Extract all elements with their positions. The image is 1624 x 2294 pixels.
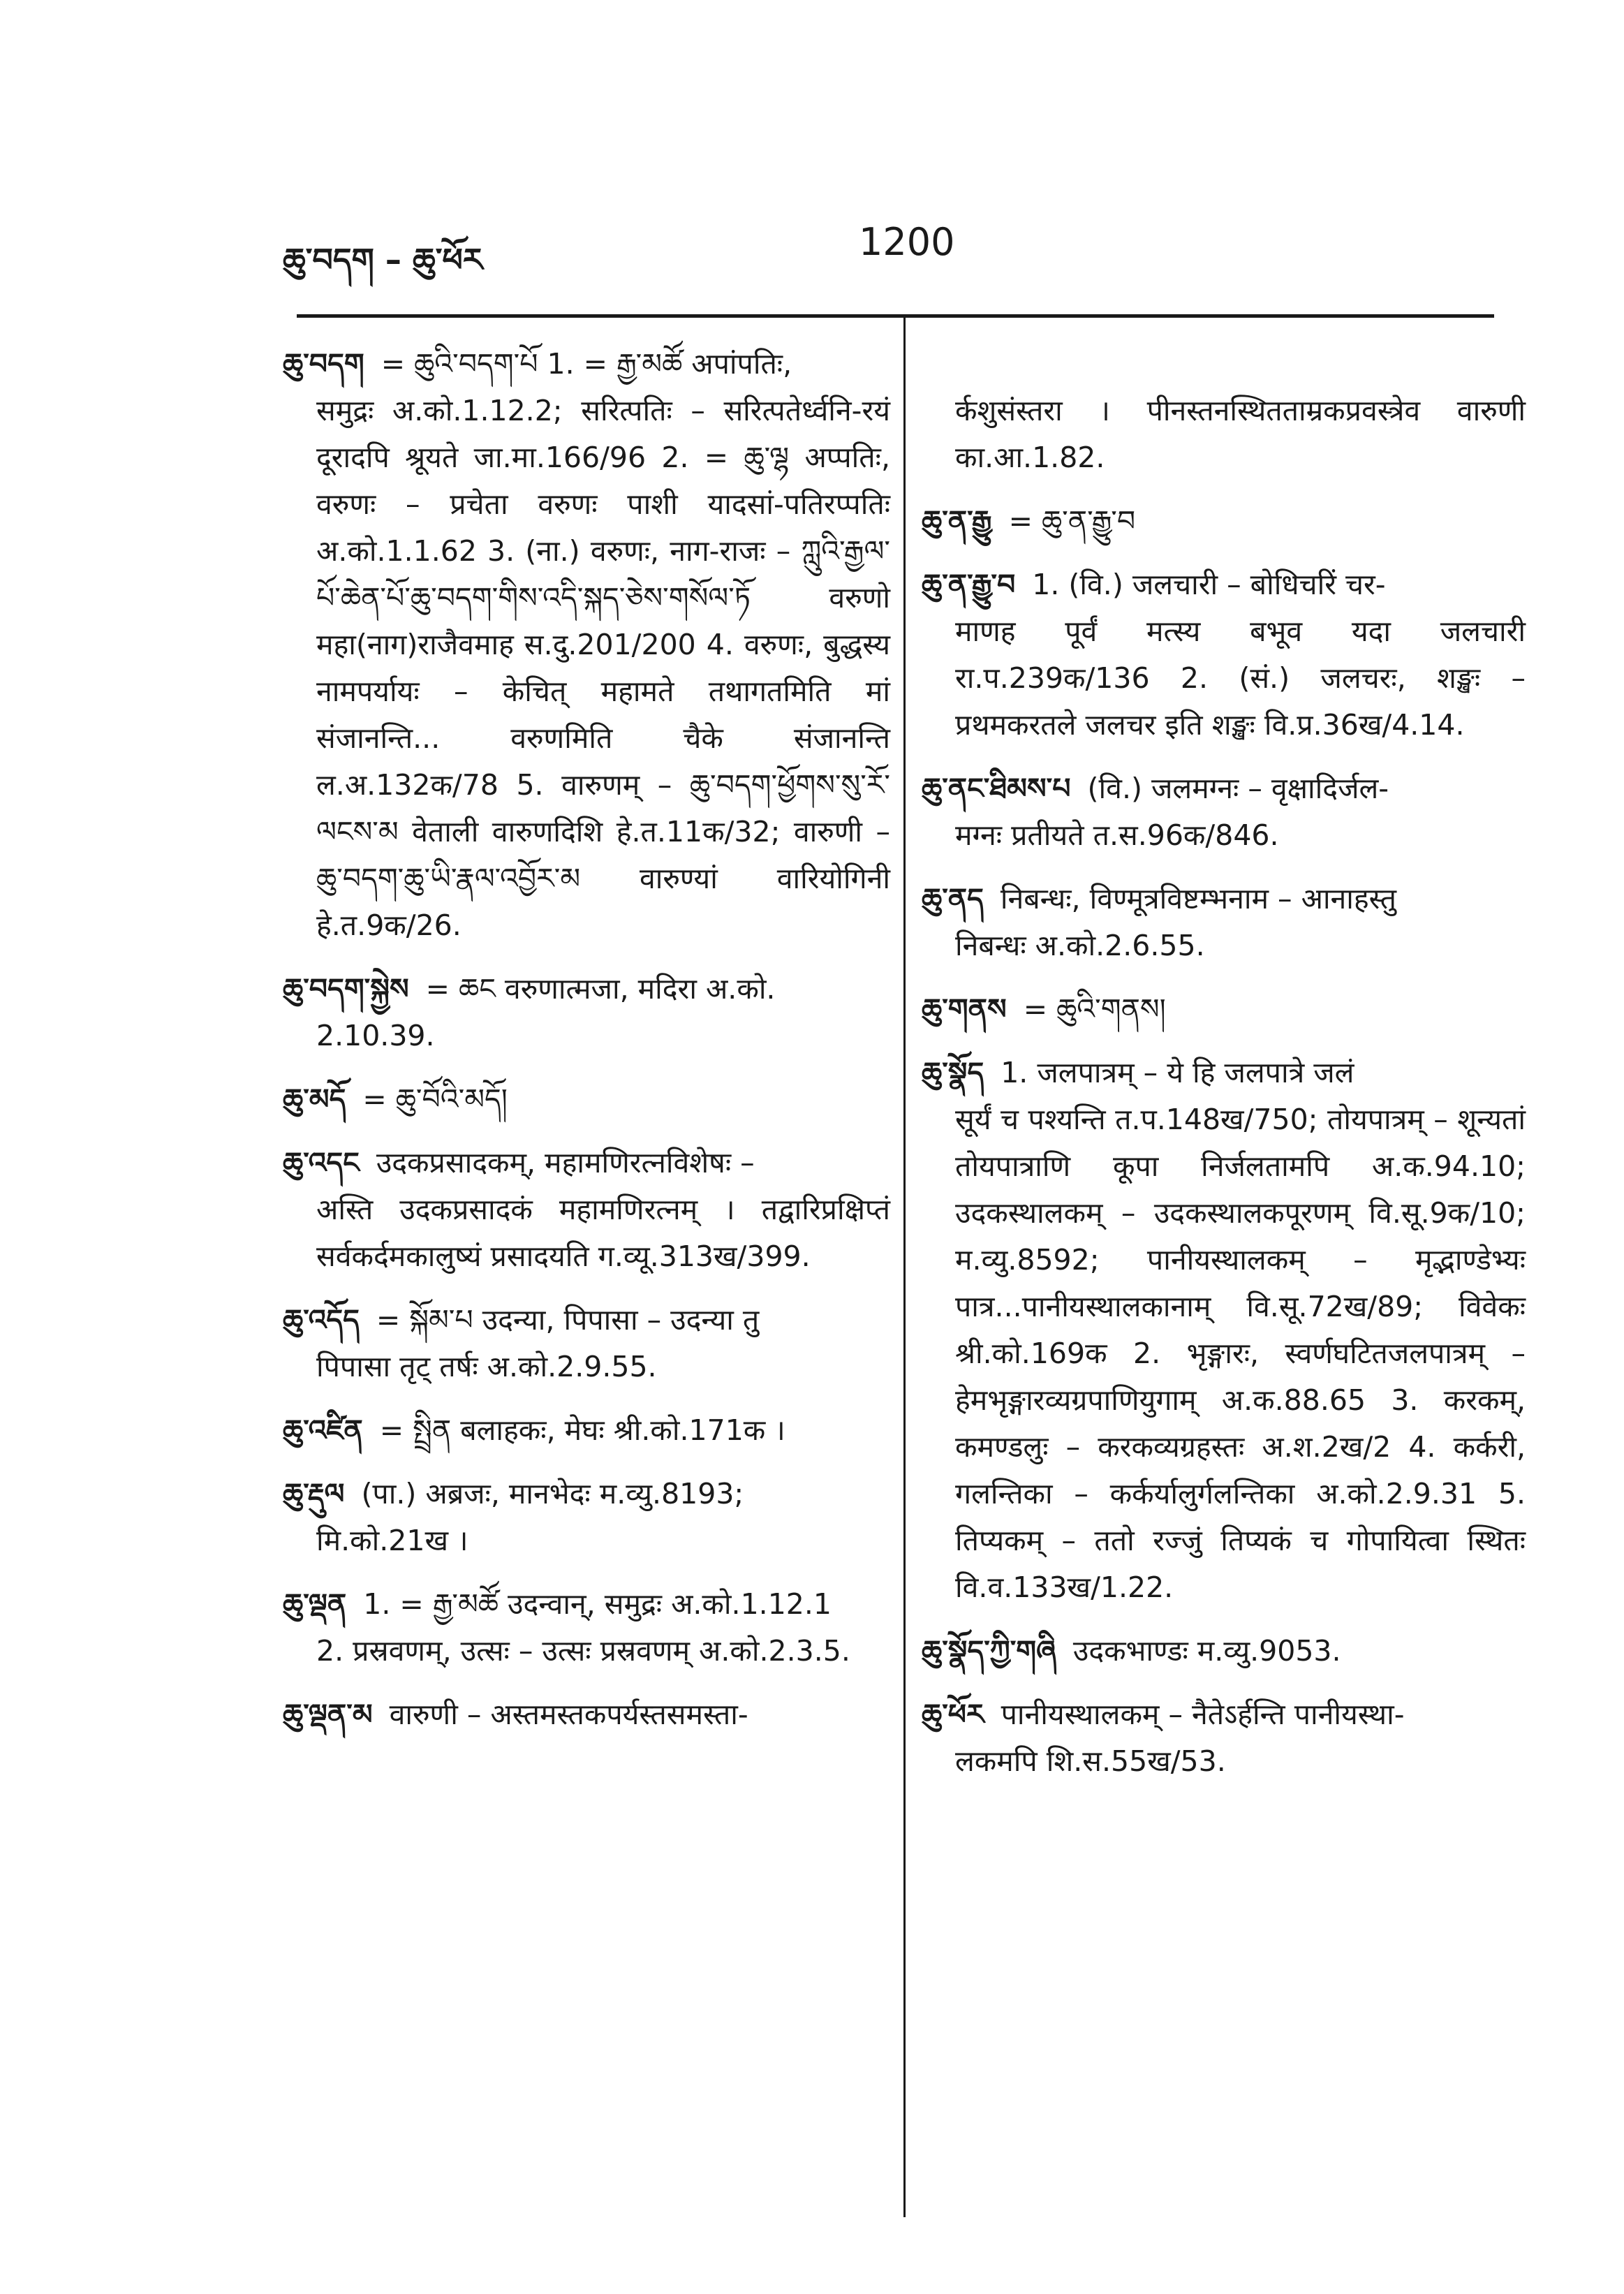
entry-definition: निबन्धः, विण्मूत्रविष्टम्भनाम – आनाहस्तु (1000, 882, 1396, 916)
dictionary-entry (922, 341, 1526, 481)
dictionary-entry (283, 1581, 890, 1675)
entry-definition: = སྐོམ་པ उदन्या, पिपासा – उदन्या तु (376, 1303, 760, 1337)
entry-body: निबन्धः अ.को.2.6.55. (955, 929, 1205, 962)
dictionary-entry (922, 765, 1526, 859)
dictionary-entry (283, 1140, 890, 1280)
entry-body: अस्ति उदकप्रसादकं महामणिरत्नम् । तद्वारिप्रक्षिप्तं सर्वकर्दमकालुष्यं प्रसादयति ग.व्यू.313ख/399. (316, 1193, 890, 1273)
entry-body: मि.को.21ख । (316, 1524, 468, 1557)
entry-body: माणह पूर्वं मत्स्य बभूव यदा जलचारी रा.प.239क/136 2. (सं.) जलचरः, शङ्खः – प्रथमकरतले जलचर इति शङ्खः वि.प्र.36ख/4.14. (955, 615, 1526, 742)
entry-headword: ཆུ་མདོ (283, 1082, 346, 1116)
entry-headword: ཆུ་བདག (283, 347, 364, 381)
entry-headword: ཆུ་འདོད (283, 1303, 360, 1337)
entry-headword: ཆུ་བདག་སྐྱེས (283, 972, 409, 1006)
entry-headword: ཆུ་གནས (922, 992, 1007, 1026)
page-number: 1200 (859, 220, 955, 264)
entry-definition: उदकभाण्डः म.व्यु.9053. (1072, 1634, 1341, 1668)
entry-definition: 1. जलपात्रम् – ये हि जलपात्रे जलं (1001, 1056, 1354, 1089)
entry-body: लकमपि शि.स.55ख/53. (955, 1744, 1226, 1778)
entry-headword: ཆུ་སྣོད (922, 1056, 984, 1089)
entry-definition: वारुणी – अस्तमस्तकपर्यस्तसमस्ता- (389, 1698, 748, 1731)
entry-headword: ཆུ་ན་རྒྱུ་བ (922, 568, 1016, 601)
entry-body: 2.10.39. (316, 1019, 435, 1052)
entry-definition: = ཆུ་བོའི་མདོ། (362, 1082, 508, 1116)
dictionary-entry (283, 966, 890, 1059)
entry-headword: ཆུ་ཕོར (922, 1698, 984, 1731)
entry-definition: = ཆང वरुणात्मजा, मदिरा अ.को. (425, 972, 776, 1006)
entry-definition: = ཆུའི་གནས། (1023, 992, 1166, 1026)
entry-headword: ཆུ་ནད (922, 882, 984, 916)
entry-definition: = ཆུའི་བདག་པོ 1. = རྒྱ་མཚོ अपांपतिः, (381, 347, 792, 381)
dictionary-entry (283, 341, 890, 949)
entry-body: पिपासा तृट् तर्षः अ.को.2.9.55. (316, 1350, 657, 1383)
dictionary-entry (283, 1471, 890, 1564)
dictionary-entry (922, 876, 1526, 969)
entry-definition: 1. (वि.) जलचारी – बोधिचरिं चर- (1032, 568, 1386, 601)
entry-definition: (वि.) जलमग्नः – वृक्षादिर्जल- (1087, 772, 1389, 805)
entry-body: मग्नः प्रतीयते त.स.96क/846. (955, 818, 1279, 852)
entry-body: 2. प्रस्रवणम्, उत्सः – उत्सः प्रस्रवणम् अ.को.2.3.5. (316, 1634, 850, 1668)
entry-definition: (पा.) अब्रजः, मानभेदः म.व्यु.8193; (361, 1477, 744, 1510)
dictionary-entry (922, 986, 1526, 1033)
column-divider (903, 318, 906, 2217)
entry-headword: ཆུ་ལྡན (283, 1587, 347, 1621)
entry-definition: = སྤྲིན बलाहकः, मेघः श्री.को.171क । (379, 1413, 785, 1447)
right-column (922, 341, 1526, 1802)
entry-headword: ཆུ་ལྡན་མ (283, 1698, 373, 1731)
entry-headword: ཆུ་སྣོད་ཀྱི་གཞི (922, 1634, 1056, 1668)
entry-definition: उदकप्रसादकम्, महामणिरत्नविशेषः – (376, 1146, 755, 1179)
left-column (283, 341, 890, 1755)
header-rule (297, 314, 1494, 318)
dictionary-entry (283, 1297, 890, 1390)
entry-headword: ཆུ་འཛིན (283, 1413, 363, 1447)
dictionary-entry (283, 1407, 890, 1454)
dictionary-entry (922, 561, 1526, 749)
entry-headword: ཆུ་རྡུལ (283, 1477, 345, 1510)
entry-definition: 1. = རྒྱ་མཚོ उदन्वान्, समुद्रः अ.को.1.12.1 (363, 1587, 832, 1621)
dictionary-entry (922, 1050, 1526, 1611)
entry-body: सूर्यं च पश्यन्ति त.प.148ख/750; तोयपात्रम् – शून्यतां तोयपात्राणि कूपा निर्जलतामपि अ.क.94.10; उदकस्थालकम् – उदकस्थालकपूरणम् वि.सू.9क/10; म.व्यु.8592; पानीयस्थालकम् – मृद्भाण्डेभ्यः पात्र...पानीयस्थालकानाम् वि.सू.72ख/89; विवेकः श्री.को.169क 2. भृङ्गारः, स्वर्णघटितजलपात्रम् – हेमभृङ्गारव्यग्रपाणियुगाम् अ.क.88.65 3. करकम्, कमण्डलुः – करकव्यग्रहस्तः अ.श.2ख/2 4. कर्करी, गलन्तिका – कर्कर्यालुर्गलन्तिका अ.को.2.9.31 5. तिप्यकम् – ततो रज्जुं तिप्यकं च गोपायित्वा स्थितः वि.व.133ख/1.22. (955, 1103, 1526, 1604)
entry-body: समुद्रः अ.को.1.12.2; सरित्पतिः – सरित्पतेर्ध्वनि-रयं दूरादपि श्रूयते जा.मा.166/96 2. = ཆུ་ལྷ अप्पतिः, वरुणः – प्रचेता वरुणः पाशी यादसां-पतिरप्पतिः अ.को.1.1.62 3. (ना.) वरुणः, नाग-राजः – ཀླུའི་རྒྱལ་པོ་ཆེན་པོ་ཆུ་བདག་གིས་འདི་སྐད་ཅེས་གསོལ་ཏོ वरुणो महा(नाग)राजैवमाह स.दु.201/200 4. वरुणः, बुद्धस्य नामपर्यायः – केचित् महामते तथागतमिति मां संजानन्ति... वरुणमिति चैके संजानन्ति ल.अ.132क/78 5. वारुणम् – ཆུ་བདག་ཕྱོགས་སུ་རོ་ལངས་མ वेताली वारुणदिशि हे.त.11क/32; वारुणी – ཆུ་བདག་ཆུ་ཡི་རྣལ་འབྱོར་མ वारुण्यां वारियोगिनी हे.त.9क/26. (316, 394, 890, 942)
entry-headword: ཆུ་ན་རྒྱུ (922, 504, 992, 538)
dictionary-entry (283, 1691, 890, 1738)
dictionary-entry (922, 1691, 1526, 1785)
entry-headword: ཆུ་འདང (283, 1146, 360, 1179)
dictionary-entry (922, 498, 1526, 545)
entry-definition: = ཆུ་ན་རྒྱུ་བ (1008, 504, 1136, 538)
dictionary-entry (283, 1076, 890, 1123)
running-header: ཆུ་བདག – ཆུ་ཕོར (283, 241, 483, 279)
entry-definition: पानीयस्थालकम् – नैतेऽर्हन्ति पानीयस्था- (1001, 1698, 1405, 1731)
dictionary-entry (922, 1628, 1526, 1675)
entry-body: र्कशुसंस्तरा । पीनस्तनस्थितताम्रकप्रवस्त्रेव वारुणी का.आ.1.82. (955, 394, 1526, 474)
entry-headword: ཆུ་ནང་ཐིམས་པ (922, 772, 1071, 805)
